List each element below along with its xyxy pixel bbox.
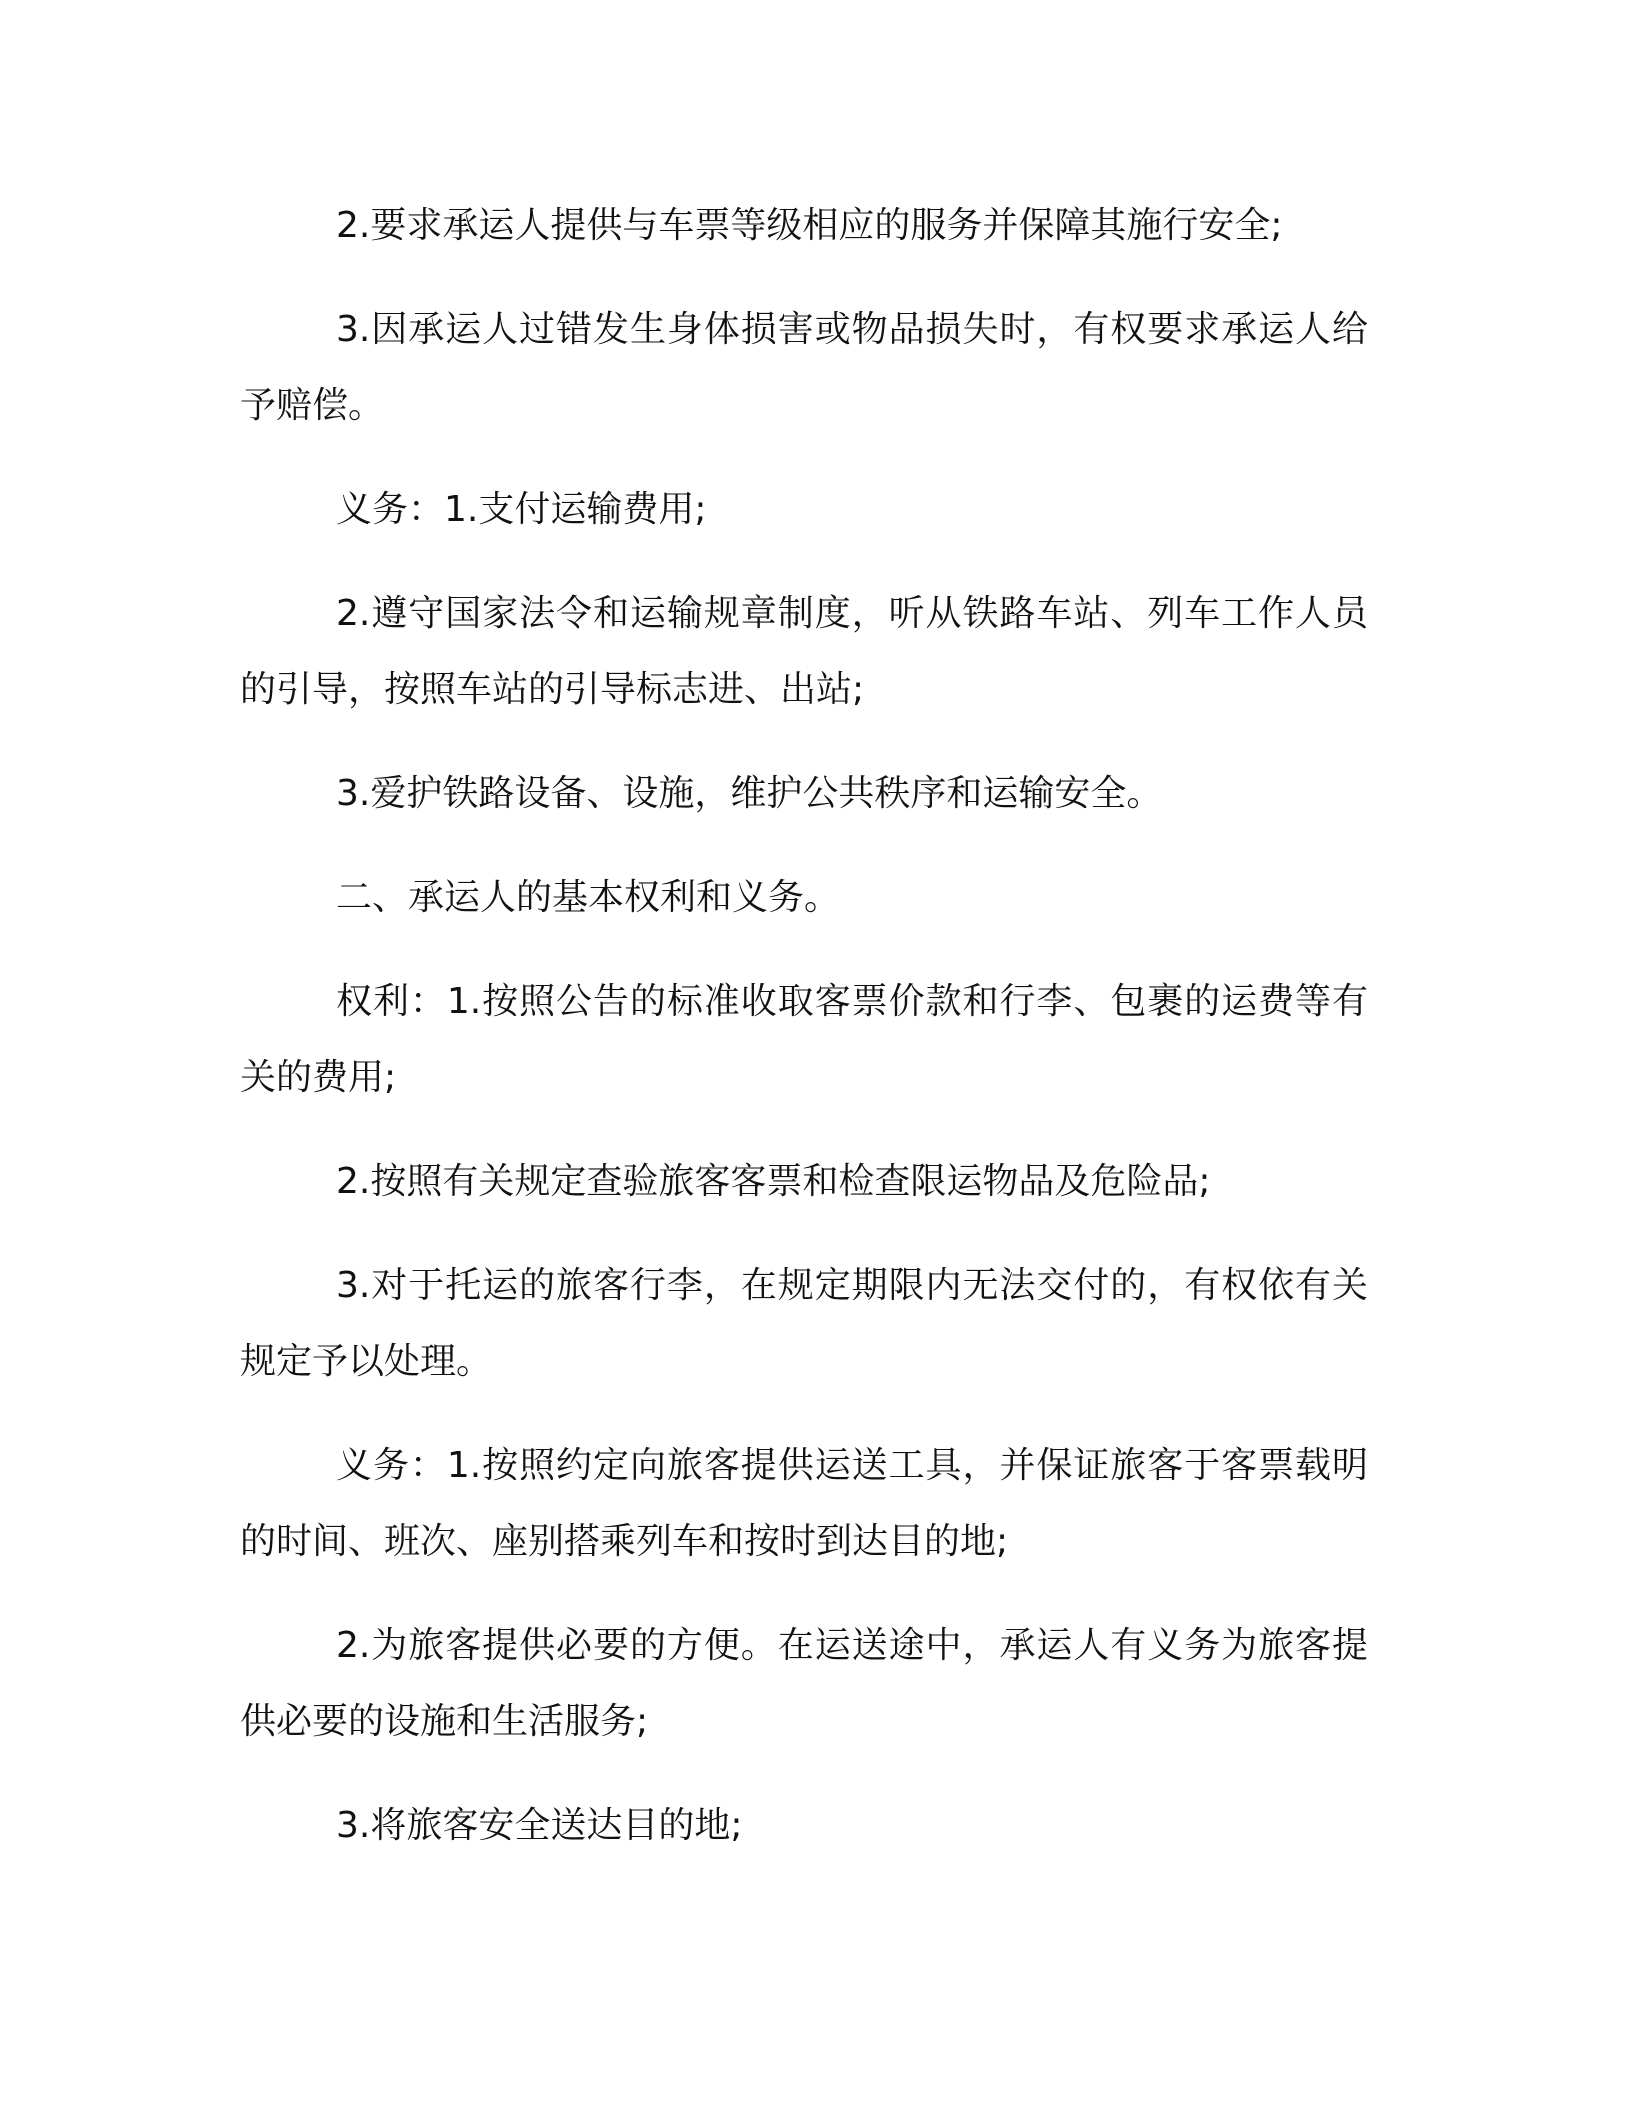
paragraph-carrier-duty-1: 义务：1.按照约定向旅客提供运送工具，并保证旅客于客票载明的时间、班次、座别搭乘列车和按时到达目的地;: [240, 1445, 1368, 1562]
paragraph-carrier-right-3: 3.对于托运的旅客行李，在规定期限内无法交付的，有权依有关规定予以处理。: [240, 1265, 1368, 1382]
paragraph-passenger-right-3: 3.因承运人过错发生身体损害或物品损失时，有权要求承运人给予赔偿。: [240, 309, 1368, 426]
paragraph-carrier-duty-2: 2.为旅客提供必要的方便。在运送途中，承运人有义务为旅客提供必要的设施和生活服务;: [240, 1625, 1368, 1742]
paragraph-passenger-duty-2: 2.遵守国家法令和运输规章制度，听从铁路车站、列车工作人员的引导，按照车站的引导标志进、出站;: [240, 593, 1368, 710]
paragraph-passenger-duty-3: 3.爱护铁路设备、设施，维护公共秩序和运输安全。: [336, 773, 1163, 814]
section-heading-carrier: 二、承运人的基本权利和义务。: [336, 877, 841, 918]
paragraph-carrier-duty-3: 3.将旅客安全送达目的地;: [336, 1805, 743, 1846]
document-body: [240, 188, 1368, 1892]
paragraph-passenger-right-2: 2.要求承运人提供与车票等级相应的服务并保障其施行安全;: [336, 205, 1283, 246]
paragraph-passenger-duty-1: 义务：1.支付运输费用;: [336, 489, 707, 530]
paragraph-carrier-right-1: 权利：1.按照公告的标准收取客票价款和行李、包裹的运费等有关的费用;: [240, 981, 1368, 1098]
paragraph-carrier-right-2: 2.按照有关规定查验旅客客票和检查限运物品及危险品;: [336, 1161, 1211, 1202]
